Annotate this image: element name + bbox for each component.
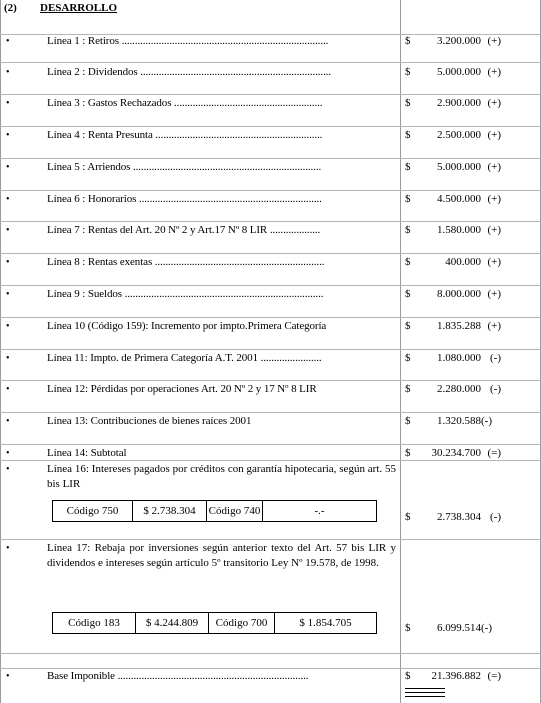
table-border-left	[0, 0, 1, 703]
row-divider	[0, 412, 541, 413]
row-divider	[0, 126, 541, 127]
row-divider	[0, 253, 541, 254]
line17-sign: (-)	[481, 622, 492, 634]
code-value: $ 4.244.809	[136, 613, 209, 633]
row-divider	[0, 190, 541, 191]
bullet-icon: •	[6, 67, 10, 78]
line-amount: $ 1.080.000 (-)	[405, 352, 501, 364]
bullet-icon: •	[6, 289, 10, 300]
line16-text: Línea 16: Intereses pagados por créditos con garantía hipotecaria, según art. 55 bis LIR	[47, 463, 396, 490]
line-amount: $ 2.280.000 (-)	[405, 383, 501, 395]
line-label: Línea 10 (Código 159): Incremento por impto.Primera Categoría	[47, 320, 327, 332]
line-amount: $ 400.000 (+)	[405, 256, 501, 268]
code-value: $ 1.854.705	[299, 617, 352, 629]
table-border-middle	[400, 0, 401, 703]
line-label: Línea 13: Contribuciones de bienes raíces 2001	[47, 415, 252, 427]
line17-amount: $ 6.099.514	[405, 622, 481, 634]
row-divider	[0, 94, 541, 95]
line-amount: $ 5.000.000 (+)	[405, 66, 501, 78]
line-amount: $ 1.580.000 (+)	[405, 224, 501, 236]
line17-code-box	[52, 612, 377, 634]
subtotal-amount: $ 30.234.700 (=)	[405, 447, 501, 459]
line-label: Línea 11: Impto. de Primera Categoría A.T. 2001 .......................	[47, 352, 322, 364]
row-divider	[0, 444, 541, 445]
row-divider	[0, 460, 541, 461]
section-number: (2)	[4, 2, 17, 14]
row-divider	[0, 158, 541, 159]
line-label: Línea 2 : Dividendos ........................................................................	[47, 66, 332, 78]
code-label: Código 700	[209, 613, 275, 633]
line-amount: $ 8.000.000 (+)	[405, 288, 501, 300]
line-label: Línea 8 : Rentas exentas ................................................................	[47, 256, 325, 268]
bullet-icon: •	[6, 448, 10, 459]
section-title: DESARROLLO	[40, 2, 118, 14]
line-amount: $ 1.320.588	[405, 415, 481, 427]
line-label: Línea 6 : Honorarios .....................................................................	[47, 193, 322, 205]
line-amount: $ 3.200.000 (+)	[405, 35, 501, 47]
line16-amount: $ 2.738.304 (-)	[405, 511, 501, 523]
line-label: Línea 3 : Gastos Rechazados ........................................................	[47, 97, 323, 109]
line-amount: $ 1.835.288 (+)	[405, 320, 501, 332]
row-divider	[0, 653, 541, 654]
bullet-icon: •	[6, 257, 10, 268]
bullet-icon: •	[6, 225, 10, 236]
bullet-icon: •	[6, 98, 10, 109]
code-value: $ 2.738.304	[133, 501, 207, 521]
line-amount: $ 2.900.000 (+)	[405, 97, 501, 109]
row-divider	[0, 285, 541, 286]
line-label: Línea 9 : Sueldos ...........................................................................	[47, 288, 324, 300]
bullet-icon: •	[6, 416, 10, 427]
bullet-icon: •	[6, 130, 10, 141]
code-label: Código 183	[53, 613, 136, 633]
row-divider	[0, 349, 541, 350]
line17-text: Línea 17: Rebaja por inversiones según anterior texto del Art. 57 bis LIR y dividendos e intereses según artículo 5º transitorio Ley Nº 19.578, de 1998.	[47, 542, 396, 569]
code-value: -.-	[314, 505, 325, 517]
bullet-icon: •	[6, 671, 10, 682]
row-divider	[0, 317, 541, 318]
base-imponible-label: Base Imponible ........................................................................	[47, 670, 309, 682]
double-underline	[405, 692, 445, 697]
line-amount: $ 4.500.000 (+)	[405, 193, 501, 205]
base-imponible-amount: $ 21.396.882 (=)	[405, 670, 501, 682]
bullet-icon: •	[6, 194, 10, 205]
bullet-icon: •	[6, 36, 10, 47]
line-label: Línea 4 : Renta Presunta ...............................................................	[47, 129, 323, 141]
line-label: Línea 12: Pérdidas por operaciones Art. 20 Nº 2 y 17 Nº 8 LIR	[47, 383, 317, 395]
row-divider	[0, 539, 541, 540]
row-divider	[0, 380, 541, 381]
line-label: Línea 1 : Retiros ..............................................................................	[47, 35, 329, 47]
bullet-icon: •	[6, 321, 10, 332]
bullet-icon: •	[6, 353, 10, 364]
bullet-icon: •	[6, 162, 10, 173]
row-divider	[0, 668, 541, 669]
bullet-icon: •	[6, 384, 10, 395]
line-label: Línea 7 : Rentas del Art. 20 Nº 2 y Art.17 Nº 8 LIR ...................	[47, 224, 321, 236]
line-label: Línea 5 : Arriendos .......................................................................	[47, 161, 322, 173]
row-divider	[0, 62, 541, 63]
row-divider	[0, 221, 541, 222]
line16-code-box	[52, 500, 377, 522]
line-sign: (-)	[481, 415, 492, 427]
line-amount: $ 5.000.000 (+)	[405, 161, 501, 173]
line-amount: $ 2.500.000 (+)	[405, 129, 501, 141]
code-label: Código 750	[53, 501, 133, 521]
bullet-icon: •	[6, 543, 10, 554]
subtotal-label: Línea 14: Subtotal	[47, 447, 127, 459]
bullet-icon: •	[6, 464, 10, 475]
code-label: Código 740	[207, 501, 263, 521]
